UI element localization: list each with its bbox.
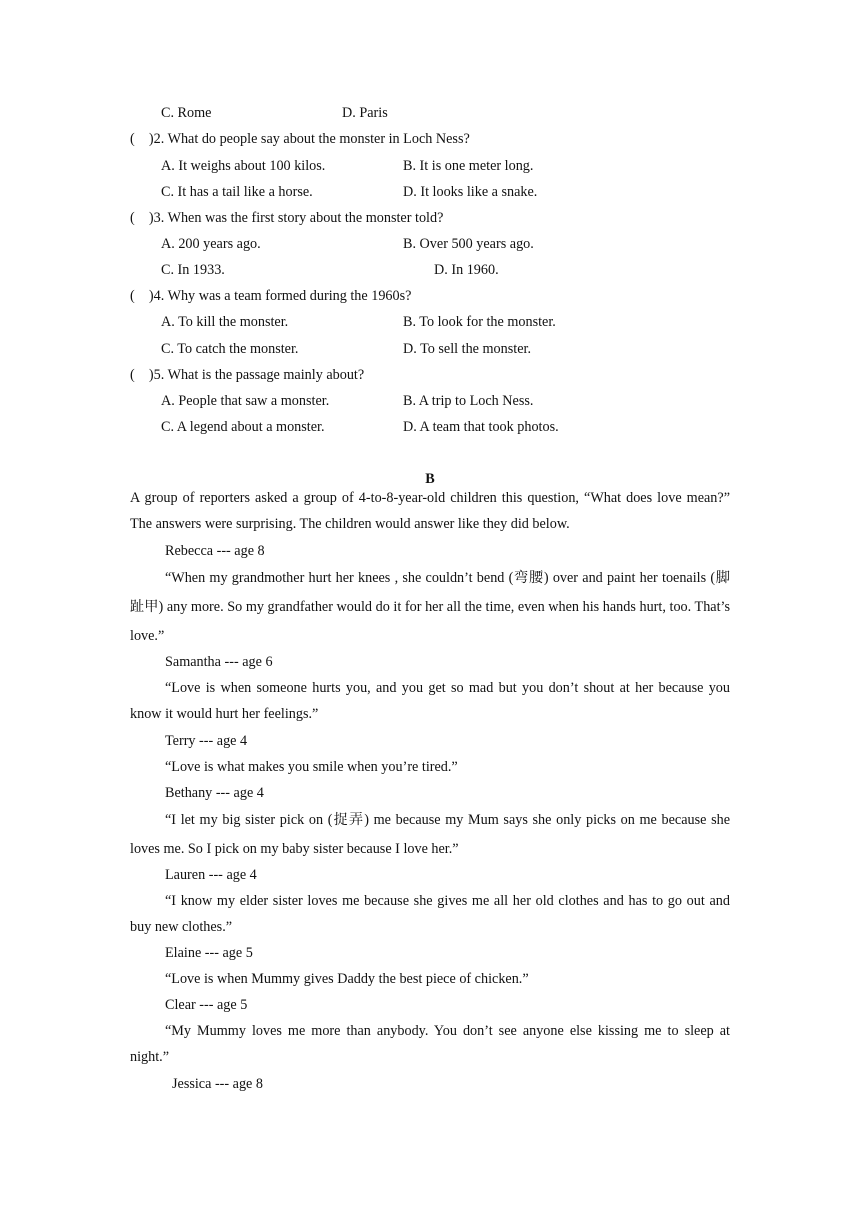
q3-option-a: A. 200 years ago.	[161, 236, 261, 252]
section-b-intro: A group of reporters asked a group of 4-to-8-year-old children this question, “What does love mean?” The answers were surprising. The children would answer like they did below.	[130, 490, 730, 532]
answer-name-lauren: Lauren --- age 4	[165, 867, 257, 883]
q2-option-a: A. It weighs about 100 kilos.	[161, 158, 326, 174]
q1-option-c: C. Rome	[161, 105, 212, 121]
answer-name-jessica: Jessica --- age 8	[172, 1076, 263, 1092]
q4-option-b: B. To look for the monster.	[403, 314, 556, 330]
q4-option-d: D. To sell the monster.	[403, 341, 531, 357]
answer-name-rebecca: Rebecca --- age 8	[165, 543, 265, 559]
q5-option-a: A. People that saw a monster.	[161, 393, 330, 409]
q5-option-d: D. A team that took photos.	[403, 419, 559, 435]
section-b-heading: B	[425, 471, 435, 487]
question-5-stem: ( )5. What is the passage mainly about?	[130, 367, 365, 383]
q2-option-c: C. It has a tail like a horse.	[161, 184, 313, 200]
question-2-stem: ( )2. What do people say about the monster in Loch Ness?	[130, 131, 470, 147]
q3-option-b: B. Over 500 years ago.	[403, 236, 534, 252]
q1-option-d: D. Paris	[342, 105, 388, 121]
question-3-stem: ( )3. When was the first story about the monster told?	[130, 210, 444, 226]
answer-name-elaine: Elaine --- age 5	[165, 945, 253, 961]
question-4-stem: ( )4. Why was a team formed during the 1960s?	[130, 288, 412, 304]
answer-name-bethany: Bethany --- age 4	[165, 785, 264, 801]
answer-name-terry: Terry --- age 4	[165, 733, 248, 749]
q2-option-d: D. It looks like a snake.	[403, 184, 538, 200]
answer-quote-samantha: “Love is when someone hurts you, and you get so mad but you don’t shout at her because you know it would hurt her feelings.”	[130, 680, 730, 722]
answer-quote-terry: “Love is what makes you smile when you’re tired.”	[165, 759, 458, 775]
q3-option-c: C. In 1933.	[161, 262, 225, 278]
answer-name-samantha: Samantha --- age 6	[165, 654, 273, 670]
answer-quote-bethany: “I let my big sister pick on (捉弄) me because my Mum says she only picks on me because she loves me. So I pick on my baby sister because I love her.”	[130, 812, 730, 857]
answer-quote-rebecca: “When my grandmother hurt her knees , she couldn’t bend (弯腰) over and paint her toenails (脚趾甲) any more. So my grandfather would do it for her all the time, even when his hands hurt, too. That’s love.”	[130, 570, 730, 644]
answer-name-clear: Clear --- age 5	[165, 997, 248, 1013]
answer-quote-lauren: “I know my elder sister loves me because she gives me all her old clothes and has to go out and buy new clothes.”	[130, 893, 730, 935]
q4-option-c: C. To catch the monster.	[161, 341, 299, 357]
q2-option-b: B. It is one meter long.	[403, 158, 534, 174]
q3-option-d: D. In 1960.	[434, 262, 499, 278]
q5-option-c: C. A legend about a monster.	[161, 419, 325, 435]
q4-option-a: A. To kill the monster.	[161, 314, 289, 330]
answer-quote-elaine: “Love is when Mummy gives Daddy the best piece of chicken.”	[165, 971, 529, 987]
answer-quote-clear: “My Mummy loves me more than anybody. You don’t see anyone else kissing me to sleep at night.”	[130, 1023, 730, 1065]
q5-option-b: B. A trip to Loch Ness.	[403, 393, 534, 409]
